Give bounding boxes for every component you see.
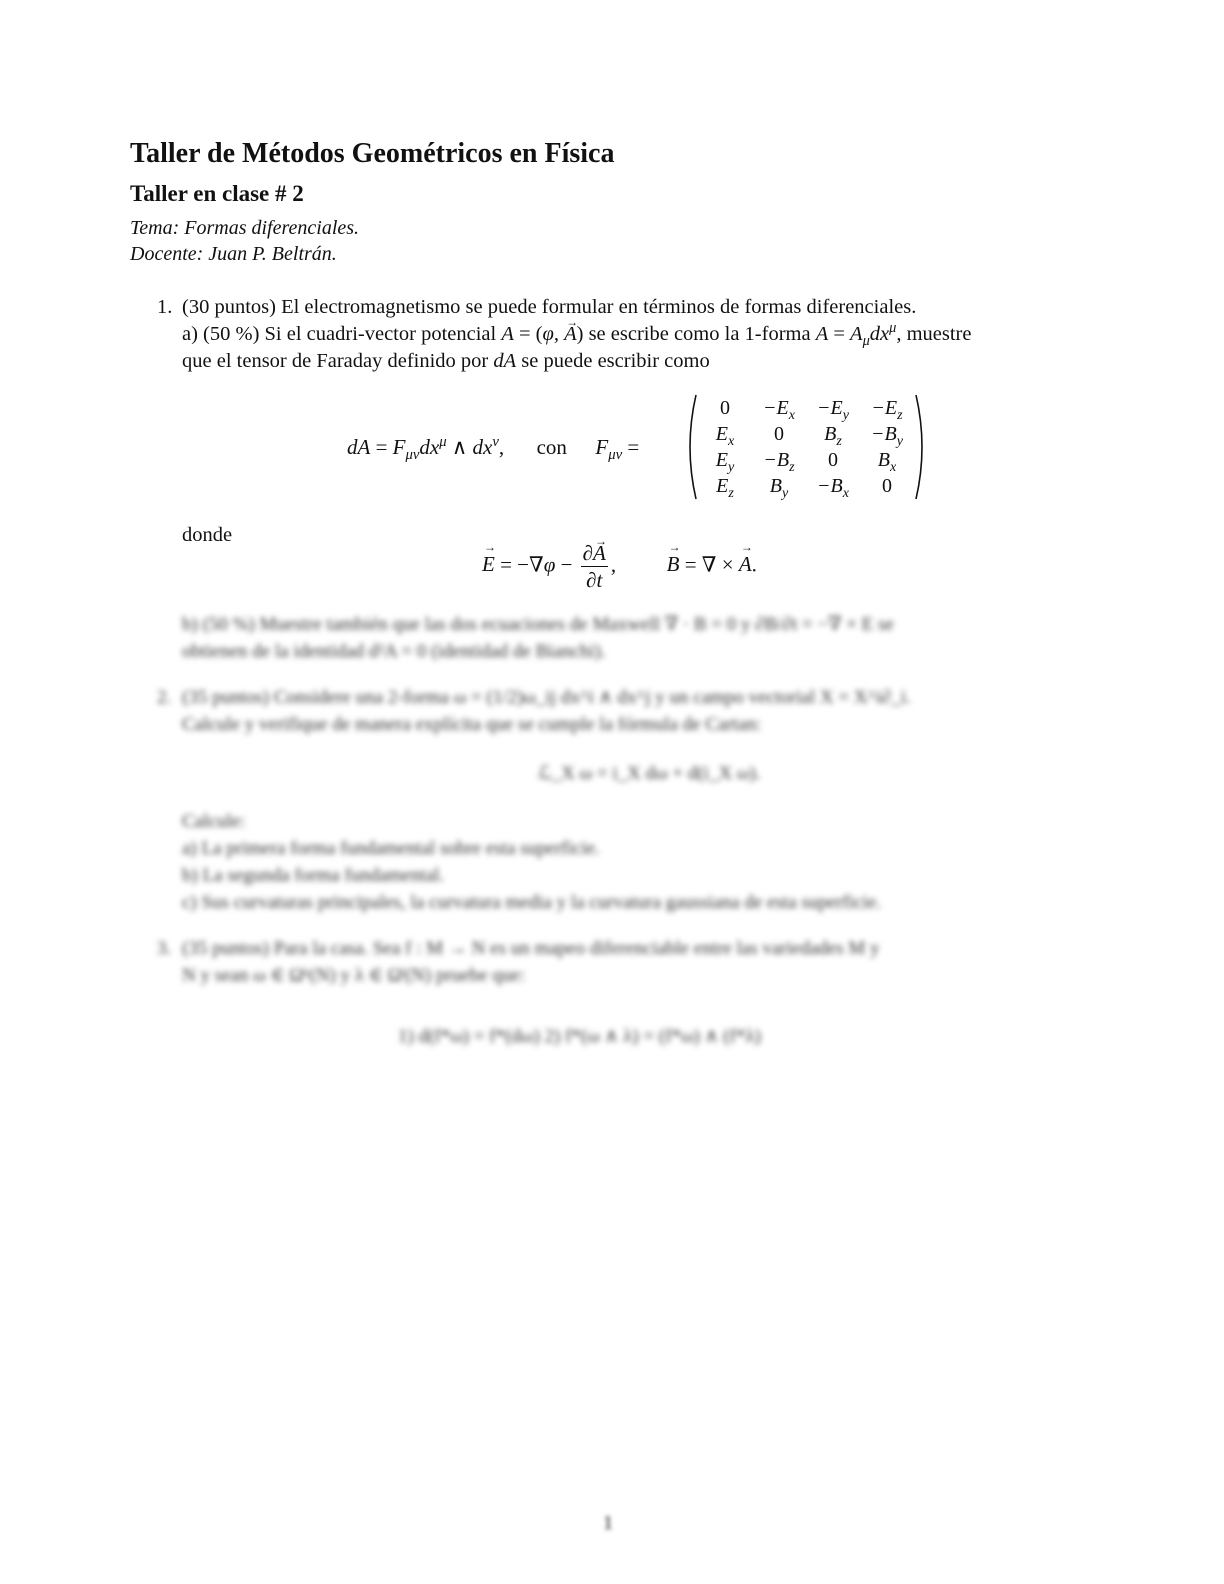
one-form-formula: A <box>815 323 829 345</box>
matrix-cell: $B_x$ <box>877 449 897 475</box>
right-parenthesis <box>912 393 930 501</box>
faraday-equation: dA = $F_{\mu\nu}dx^\mu$ ∧ $dx^\nu$, con $F_{\mu\nu}$ = <box>347 434 640 464</box>
matrix-cell: 0 <box>774 423 784 445</box>
teacher-line: Docente: Juan P. Beltrán. <box>130 243 337 265</box>
problem-3-line-2: N y sean ω ∈ Ωᵏ(N) y λ ∈ Ωˡ(N) pruebe que: <box>182 965 526 986</box>
matrix-cell: $-B_z$ <box>763 449 795 475</box>
matrix-cell: 0 <box>882 475 892 497</box>
problem-1-part-b-line-1: b) (50 %) Muestre también que las dos ecuaciones de Maxwell ∇ · B = 0 y ∂B/∂t = −∇ × E se <box>182 614 894 635</box>
donde-word: donde <box>182 524 233 546</box>
matrix-cell: $-E_z$ <box>871 397 903 423</box>
part-a-prefix: a) (50 %) Si el cuadri-vector potencial <box>182 323 497 345</box>
field-definitions: → E = −∇φ − $\frac{\partial\to A}{\partial t}$ , → B = ∇ × → A. <box>482 540 757 593</box>
matrix-row <box>698 473 914 499</box>
problem-1-intro: (30 puntos) El electromagnetismo se puede formular en términos de formas diferenciales. <box>182 296 917 318</box>
problem-2-item-c: c) Sus curvaturas principales, la curvatura media y la curvatura gaussiana de esta superficie. <box>182 892 882 913</box>
part-a-mid: se escribe como la 1-forma <box>588 323 811 345</box>
problem-2-item-b: b) La segunda forma fundamental. <box>182 865 445 886</box>
page-number: 1 <box>603 1512 613 1534</box>
part-a-line2-suffix: se puede escribir como <box>521 350 710 372</box>
calcule-word: Calcule: <box>182 811 246 832</box>
problem-1-part-a-line-2 <box>182 348 710 375</box>
potential-definition: A <box>501 323 514 345</box>
problem-2-line-1: (35 puntos) Considere una 2-forma ω = (1/2)ω_ij dx^i ∧ dx^j y un campo vectorial X = X^i∂_i. <box>182 687 911 708</box>
matrix-cell: 0 <box>828 449 838 471</box>
problem-1-part-a-line-1: a) (50 %) Si el cuadri-vector potencial A = (φ, → A) se escribe como la 1-forma $A = A_\mu dx^\mu$, muestre <box>182 321 972 348</box>
matrix-cell: $-B_y$ <box>871 423 903 449</box>
document-subtitle: Taller en clase # 2 <box>130 181 304 206</box>
matrix-cell: $E_x$ <box>715 423 735 449</box>
matrix-row <box>698 447 914 473</box>
part-a-line2-prefix: que el tensor de Faraday definido por <box>182 350 489 372</box>
matrix-row <box>698 395 914 421</box>
dA-symbol: dA <box>493 350 517 372</box>
problem-1-number: 1. <box>157 296 173 318</box>
cartan-formula: ℒ_X ω = i_X dω + d(i_X ω). <box>538 763 761 784</box>
part-a-suffix: , muestre <box>896 323 972 345</box>
document-title: Taller de Métodos Geométricos en Física <box>130 138 615 169</box>
problem-3-number: 3. <box>157 938 172 959</box>
matrix-table <box>698 395 914 499</box>
matrix-cell: $E_z$ <box>716 475 734 501</box>
con-word: con <box>536 435 567 459</box>
pullback-formulas: 1) d(f*ω) = f*(dω) 2) f*(ω ∧ λ) = (f*ω) ∧ (f*λ) <box>398 1026 762 1047</box>
matrix-cell: $-E_x$ <box>763 397 795 423</box>
problem-2-number: 2. <box>157 687 172 708</box>
faraday-matrix <box>682 393 930 501</box>
problem-2-line-2: Calcule y verifique de manera explícita que se cumple la fórmula de Cartan: <box>182 714 762 735</box>
matrix-cell: $E_y$ <box>715 449 735 475</box>
matrix-cell: $-E_y$ <box>817 397 849 423</box>
problem-2-item-a: a) La primera forma fundamental sobre esta superficie. <box>182 838 600 859</box>
matrix-cell: $-B_x$ <box>817 475 849 501</box>
problem-3-line-1: (35 puntos) Para la casa. Sea f : M → N es un mapeo diferenciable entre las variedades M y <box>182 938 880 959</box>
problem-1-part-b-line-2: obtienen de la identidad d²A = 0 (identidad de Bianchi). <box>182 641 606 662</box>
time-derivative-fraction: $\frac{\partial\to A}{\partial t}$ <box>581 540 608 593</box>
topic-line: Tema: Formas diferenciales. <box>130 217 360 239</box>
matrix-cell: $B_z$ <box>824 423 842 449</box>
matrix-cell: $B_y$ <box>769 475 789 501</box>
matrix-cell: 0 <box>720 397 730 419</box>
matrix-row <box>698 421 914 447</box>
